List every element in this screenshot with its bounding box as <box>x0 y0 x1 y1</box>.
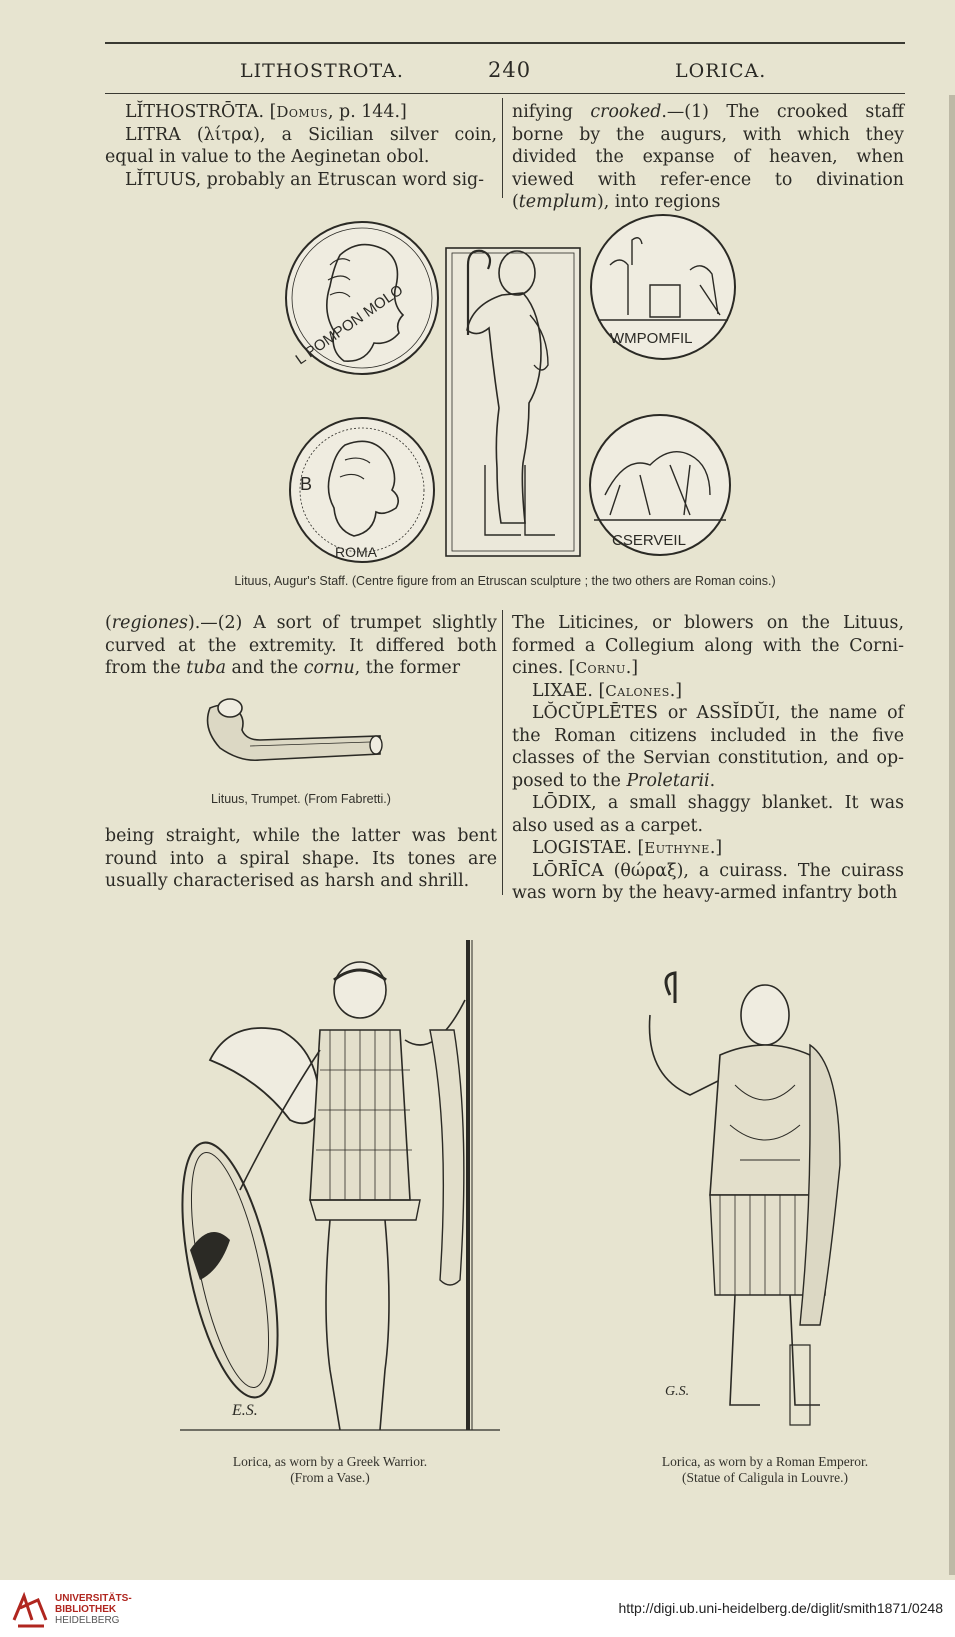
middle-left-column-continued <box>105 825 497 893</box>
cross-reference[interactable]: Euthyne <box>644 839 710 857</box>
entry-lithostrota: LĬTHOSTRŌTA. [Domus, p. 144.] <box>125 102 407 122</box>
etruscan-augur-sculpture <box>446 248 580 556</box>
figure-caption-augur: Lituus, Augur's Staff. (Centre figure from an Etruscan sculpture ; the two others are Roman coins.) <box>234 574 776 588</box>
entry-lituus-trumpet: (regiones).—(2) A sort of trumpet slightly curved at the extremity. It differed both from the tuba and the cornu, the former <box>105 613 497 678</box>
greek-warrior-figure <box>170 940 510 1440</box>
lituus-augur-figure <box>0 195 955 595</box>
cross-reference[interactable]: Calones <box>605 681 670 700</box>
headword: LIXAE. <box>532 680 593 701</box>
headword: LITRA <box>125 124 181 145</box>
entry-lituus-continued: nifying crooked.—(1) The crooked staff borne by the augurs, with which they divided the expanse of heaven, when viewed with refer-ence to divination (templum), into regions <box>512 102 904 212</box>
cross-reference[interactable]: Cornu <box>575 659 626 677</box>
entry-litra: LITRA (λίτρα), a Sicilian silver coin, equal in value to the Aeginetan obol. <box>105 124 497 167</box>
headword: LŌRĪCA <box>532 860 604 881</box>
cross-reference[interactable]: Domus <box>276 103 328 121</box>
entry-logistae: LOGISTAE. [Euthyne.] <box>532 838 723 858</box>
coin-servilius <box>590 415 730 555</box>
roman-emperor-figure <box>640 975 900 1445</box>
entry-lituus-trumpet-continued: being straight, while the latter was bent round into a spiral shape. Its tones are usually characterised as harsh and shrill. <box>105 826 497 891</box>
artist-signature: E.S. <box>232 1402 258 1419</box>
source-url-link[interactable]: http://digi.ub.uni-heidelberg.de/diglit/smith1871/0248 <box>618 1600 943 1616</box>
headword: LĬTHOSTRŌTA. <box>125 102 265 122</box>
coin-legend: WMPOMFIL <box>610 330 693 347</box>
page-number: 240 <box>488 58 532 82</box>
headword: LĬTUUS <box>125 169 196 190</box>
running-head-right: LORICA. <box>675 60 767 82</box>
headword: LŌDIX <box>532 793 591 813</box>
entry-lorica: LŌRĪCA (θώραξ), a cuirass. The cuirass was worn by the heavy-armed infantry both <box>512 860 904 903</box>
library-logo-icon <box>10 1590 50 1630</box>
middle-left-column <box>105 612 497 680</box>
column-divider <box>502 610 503 895</box>
coin-legend: CSERVEIL <box>612 532 686 549</box>
coin-pompeius <box>591 215 735 359</box>
coin-roma <box>290 418 434 562</box>
header-rule <box>105 93 905 94</box>
entry-lituus: LĬTUUS, probably an Etruscan word sig- <box>125 169 485 190</box>
artist-signature: G.S. <box>665 1384 690 1399</box>
entry-liticines: The Liticines, or blowers on the Lituus, formed a Collegium along with the Corni-cines. [Cornu.] <box>512 613 904 678</box>
column-divider <box>502 98 503 198</box>
coin-letter: B <box>300 474 313 494</box>
figure-caption-greek-warrior: Lorica, as worn by a Greek Warrior. (From a Vase.) <box>232 1454 428 1485</box>
coin-pompon-molo <box>286 222 438 374</box>
entry-locupletes: LŎCŬPLĒTES or ASSĬDŬI, the name of the Roman citizens included in the five classes of the Servian constitution, and op-posed to the Proletarii. <box>512 703 904 791</box>
figure-caption-trumpet: Lituus, Trumpet. (From Fabretti.) <box>211 792 391 806</box>
figure-caption-roman-emperor: Lorica, as worn by a Roman Emperor. (Statue of Caligula in Louvre.) <box>661 1454 869 1485</box>
middle-right-column <box>512 612 904 905</box>
headword: LŎCŬPLĒTES <box>532 703 658 723</box>
lituus-trumpet-figure <box>200 688 400 768</box>
entry-lixae: LIXAE. [Calones.] <box>532 680 683 701</box>
running-head-left: LITHOSTROTA. <box>240 60 404 82</box>
top-left-column <box>105 101 497 191</box>
headword: LOGISTAE. <box>532 838 632 858</box>
top-rule <box>105 42 905 44</box>
coin-legend: ROMA <box>335 544 377 560</box>
coin-legend: L POMPON MOLO <box>292 281 407 369</box>
entry-lodix: LŌDIX, a small shaggy blanket. It was also used as a carpet. <box>512 793 904 836</box>
library-logo-text: UNIVERSITÄTS- BIBLIOTHEK HEIDELBERG <box>55 1593 132 1626</box>
page-edge-shadow <box>949 95 955 1575</box>
